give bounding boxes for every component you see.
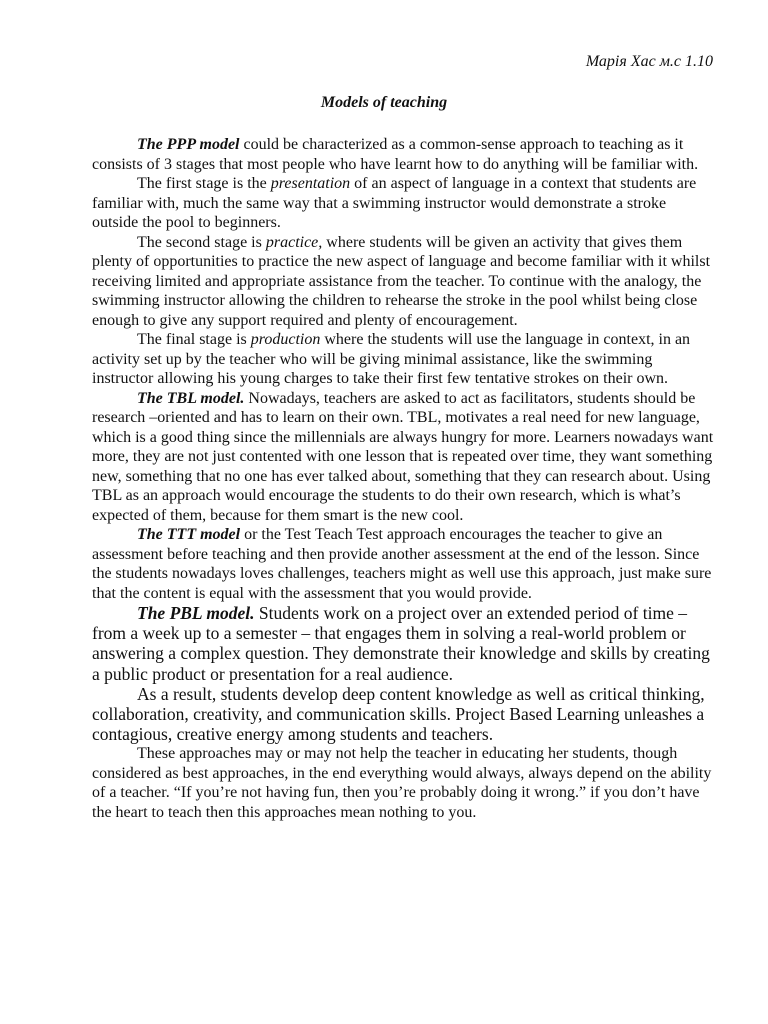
ppp-stage1-paragraph xyxy=(92,174,716,233)
tbl-text: Nowadays, teachers are asked to act as facilitators, students should be research –oriented and has to learn on their own. TBL, motivates a real need for new language, which is a good thing since the millennials are always hungry for more. Learners nowadays want more, they are not just contented with one lesson that is repeated over time, they want something new, something that no one has ever talked about, something that they can research about. Using TBL as an approach would encourage the students to do their own research, which is what’s expected of them, because for them smart is the new cool. xyxy=(92,389,714,524)
ttt-text: or the Test Teach Test approach encourages the teacher to give an assessment before teaching and then provide another assessment at the end of the lesson. Since the students nowadays loves challenges, teachers might as well use this approach, just make sure that the content is equal with the assessment that you would provide. xyxy=(92,526,712,602)
tbl-model-label: The TBL model. xyxy=(137,389,245,407)
author-line: Марія Хас м.с 1.10 xyxy=(585,53,713,70)
ppp-stage3-paragraph xyxy=(92,330,716,389)
ppp-stage1-before: The first stage is the xyxy=(137,175,271,192)
ppp-stage1-after: of an aspect of language in a context that students are familiar with, much the same way that a swimming instructor would demonstrate a stroke outside the pool to beginners. xyxy=(92,175,697,231)
tbl-paragraph xyxy=(92,389,716,526)
ppp-model-label: The PPP model xyxy=(137,136,240,153)
ppp-stage3-term: production xyxy=(250,331,321,348)
ppp-stage2-before: The second stage is xyxy=(137,233,266,251)
ppp-intro-text: could be characterized as a common-sense approach to teaching as it consists of 3 stages that most people who have learnt how to do anything will be familiar with. xyxy=(92,136,699,173)
ppp-stage2-term: practice, xyxy=(265,233,323,251)
ppp-stage3-after: where the students will use the language in context, in an activity set up by the teacher who will be giving minimal assistance, like the swimming instructor allowing his young charges to take their first few tentative strokes on their own. xyxy=(92,331,691,387)
pbl-paragraph xyxy=(92,603,716,684)
ppp-stage2-after: where students will be given an activity that gives them plenty of opportunities to practice the new aspect of language and become familiar with it whilst receiving limited and appropriate assistance from the teacher. To continue with the analogy, the swimming instructor allowing the children to rehearse the stroke in the pool whilst being close enough to give any support required and plenty of encouragement. xyxy=(92,233,711,329)
ppp-stage1-term: presentation xyxy=(270,175,351,192)
ppp-stage3-before: The final stage is xyxy=(137,331,251,348)
document-body xyxy=(92,135,716,822)
pbl-text: Students work on a project over an extended period of time – from a week up to a semester – that engages them in solving a real-world problem or answering a complex question. They demonstrate their knowledge and skills by creating a public product or presentation for a real audience. xyxy=(92,603,710,684)
ppp-intro-paragraph xyxy=(92,135,716,174)
pbl-result-text: As a result, students develop deep content knowledge as well as critical thinking, collaboration, creativity, and communication skills. Project Based Learning unleashes a contagious, creative energy among students and teachers. xyxy=(92,683,705,745)
document-title: Models of teaching xyxy=(320,94,448,111)
ttt-paragraph xyxy=(92,525,716,603)
conclusion-text: These approaches may or may not help the teacher in educating her students, though considered as best approaches, in the end everything would always, always depend on the ability of a teacher. “If you’re not having fun, then you’re probably doing it wrong.” if you don’t have the heart to teach then this approaches mean nothing to you. xyxy=(92,745,712,821)
ttt-model-label: The TTT model xyxy=(137,526,241,543)
ppp-stage2-paragraph xyxy=(92,233,716,331)
pbl-result-paragraph xyxy=(92,684,716,745)
conclusion-paragraph xyxy=(92,744,716,822)
pbl-model-label: The PBL model. xyxy=(137,603,255,623)
